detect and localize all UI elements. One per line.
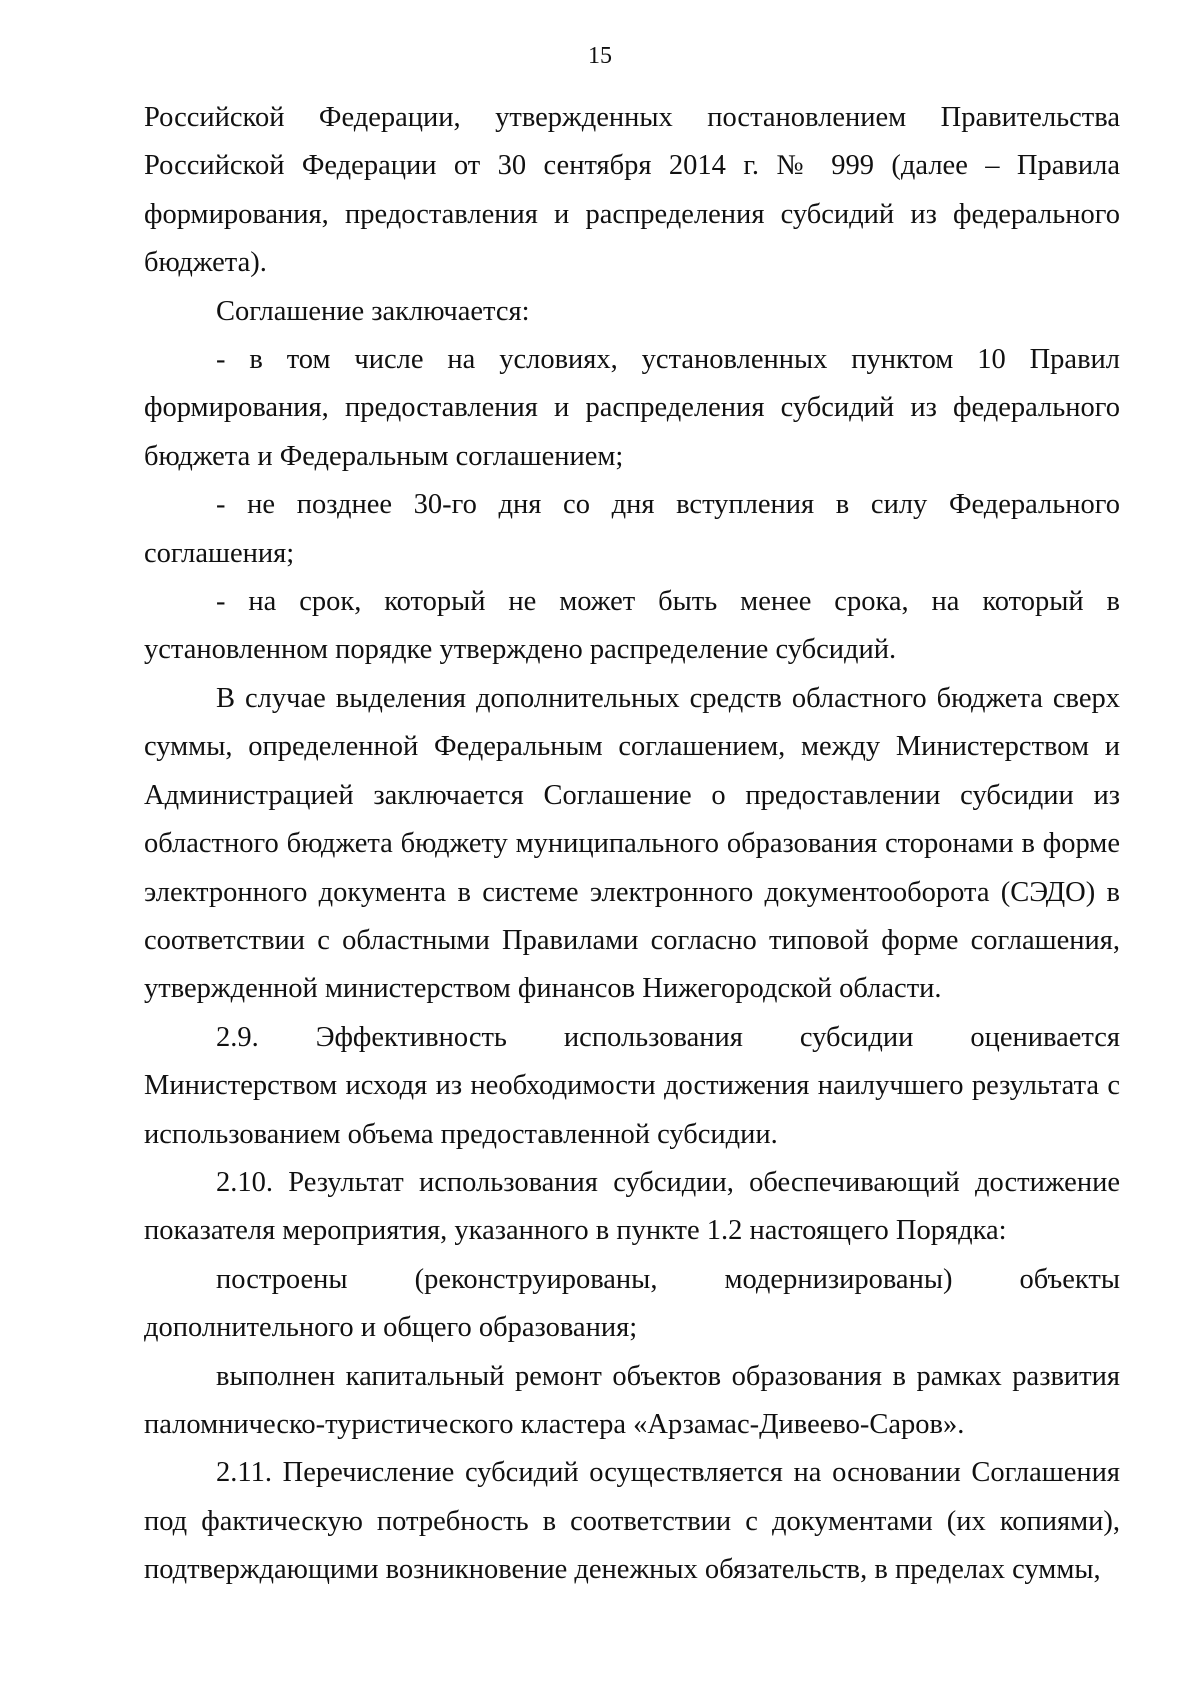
paragraph-2-9: 2.9. Эффективность использования субсидии оценивается Министерством исходя из необходимости достижения наилучшего результата с использованием объема предоставленной субсидии. (144, 1021, 1120, 1150)
paragraph-result-1: построены (реконструированы, модернизированы) объекты дополнительного и общего образования; (144, 1263, 1120, 1344)
paragraph-condition-2: - не позднее 30-го дня со дня вступления в силу Федерального соглашения; (144, 489, 1120, 569)
paragraph-condition-3: - на срок, который не может быть менее срока, на который в установленном порядке утверждено распределение субсидий. (144, 586, 1120, 666)
document-body (144, 94, 1120, 1595)
paragraph-additional-funds: В случае выделения дополнительных средств областного бюджета сверх суммы, определенной Федеральным соглашением, между Министерством и Администрацией заключается Соглашение о предоставлении субсидии из областного бюджета бюджету муниципального образования сторонами в форме электронного документа в системе электронного документооборота (СЭДО) в соответствии с областными Правилами согласно типовой форме соглашения, утвержденной министерством финансов Нижегородской области. (144, 682, 1120, 1005)
paragraph-condition-1: - в том числе на условиях, установленных пунктом 10 Правил формирования, предоставления и распределения субсидий из федерального бюджета и Федеральным соглашением; (144, 344, 1120, 472)
page-number: 15 (588, 43, 612, 69)
paragraph-result-2: выполнен капитальный ремонт объектов образования в рамках развития паломническо-туристического кластера «Арзамас-Дивеево-Саров». (144, 1360, 1120, 1440)
paragraph-2-10: 2.10. Результат использования субсидии, обеспечивающий достижение показателя мероприятия, указанного в пункте 1.2 настоящего Порядка: (144, 1166, 1120, 1247)
paragraph-agreement-intro: Соглашение заключается: (216, 295, 530, 327)
paragraph-continuation: Российской Федерации, утвержденных постановлением Правительства Российской Федерации от 30 сентября 2014 г. № 999 (далее – Правила формирования, предоставления и распределения субсидий из федерального бюджета). (144, 102, 1120, 279)
paragraph-2-11: 2.11. Перечисление субсидий осуществляется на основании Соглашения под фактическую потребность в соответствии с документами (их копиями), подтверждающими возникновение денежных обязательств, в пределах суммы, (144, 1457, 1120, 1586)
